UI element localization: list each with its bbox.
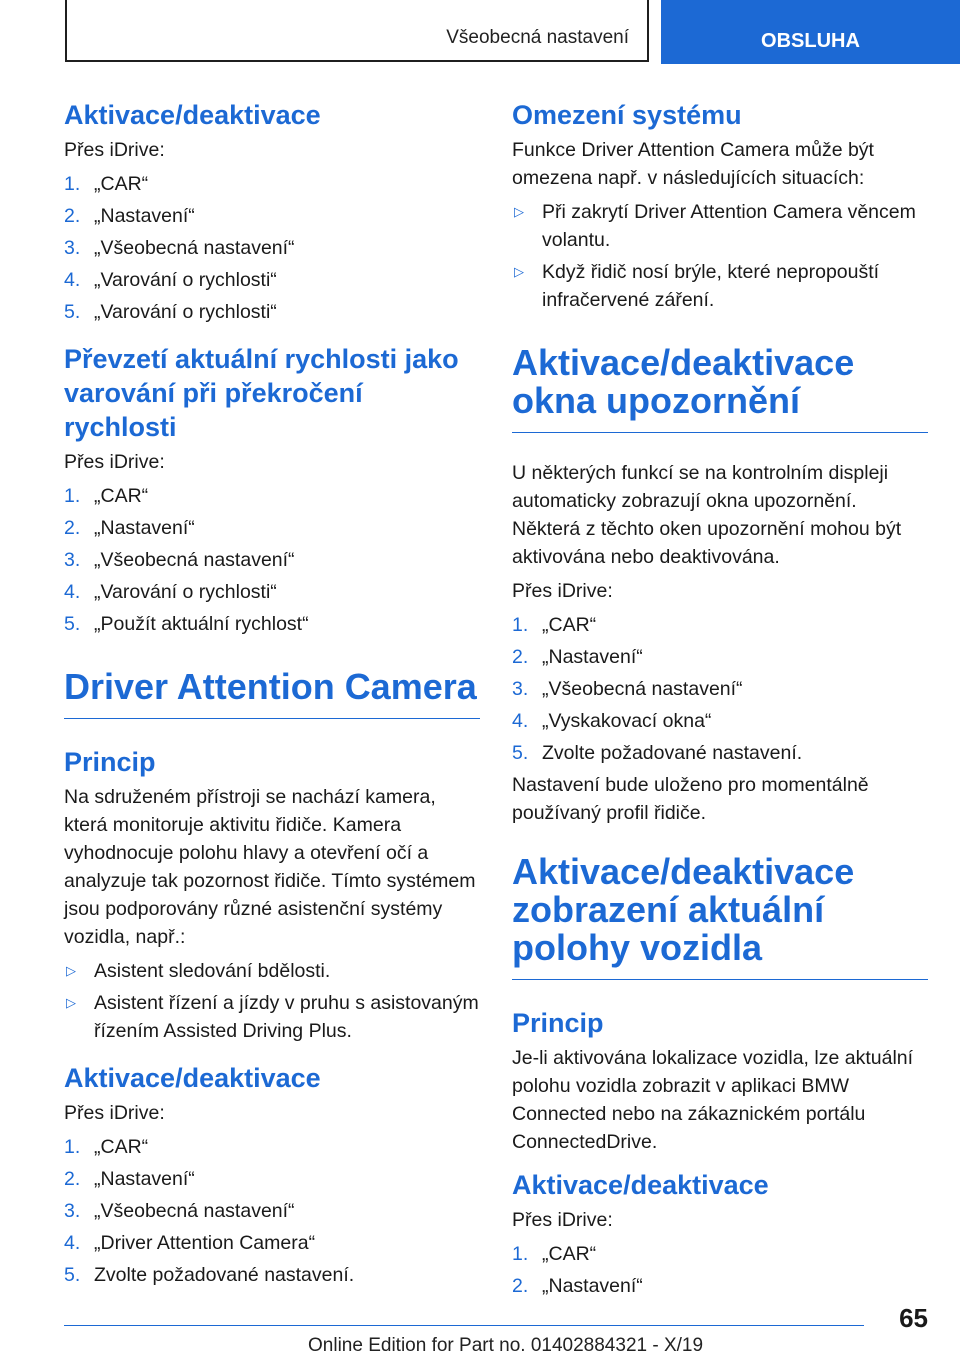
step-text: „Varování o rychlosti“ (94, 301, 277, 323)
bullet-item (64, 957, 480, 985)
bullet-list (64, 957, 480, 1045)
header-tab (661, 0, 960, 64)
steps-list (64, 482, 480, 638)
step-text: „CAR“ (94, 1136, 149, 1158)
step-number: 4. (64, 269, 81, 291)
right-column (512, 98, 928, 1304)
steps-list (64, 1133, 480, 1289)
bullet-item (512, 258, 928, 314)
step-text: „CAR“ (542, 1243, 597, 1265)
step-item (64, 298, 480, 326)
step-item (64, 1165, 480, 1193)
step-number: 4. (512, 710, 529, 732)
step-text: Zvolte požadované nastavení. (542, 742, 803, 764)
step-text: „Vyskakovací okna“ (542, 710, 712, 732)
step-item (64, 482, 480, 510)
step-text: „Použít aktuální rychlost“ (94, 613, 309, 635)
step-number: 2. (512, 646, 529, 668)
step-number: 2. (512, 1275, 529, 1297)
header-section-title: Všeobecná nastavení (446, 27, 629, 48)
left-column (64, 98, 480, 1293)
body-text: U některých funkcí se na kontrolním displeji automaticky zobrazují okna upozornění. Některá z těchto oken upozornění mohou být aktivována nebo deaktivována. (512, 462, 902, 568)
step-item (64, 610, 480, 638)
step-item (512, 1240, 928, 1268)
step-number: 2. (64, 517, 81, 539)
step-item (64, 1133, 480, 1161)
header-frame (65, 0, 649, 62)
body-text: Je-li aktivována lokalizace vozidla, lze aktuální polohu vozidla zobrazit v aplikaci BMW Connected nebo na zákaznickém portálu ConnectedDrive. (512, 1047, 914, 1153)
step-number: 5. (512, 742, 529, 764)
step-text: „Nastavení“ (94, 205, 195, 227)
step-text: „Nastavení“ (542, 646, 643, 668)
triangle-right-icon: ▷ (66, 963, 76, 978)
triangle-right-icon: ▷ (514, 264, 524, 279)
bullet-text: Asistent sledování bdělosti. (94, 960, 331, 982)
step-item (64, 202, 480, 230)
step-item (512, 675, 928, 703)
step-number: 2. (64, 1168, 81, 1190)
step-item (512, 707, 928, 735)
step-text: „Všeobecná nastavení“ (94, 1200, 295, 1222)
step-number: 3. (512, 678, 529, 700)
bullet-list (512, 198, 928, 314)
step-item (64, 234, 480, 262)
footer-divider (64, 1325, 864, 1326)
section-title: Aktivace/deaktivace (512, 1170, 769, 1200)
step-item (64, 578, 480, 606)
bullet-item (512, 198, 928, 254)
step-number: 5. (64, 1264, 81, 1286)
footer-edition: Online Edition for Part no. 01402884321 - X/19 (308, 1335, 704, 1356)
step-text: „Nastavení“ (542, 1275, 643, 1297)
step-number: 3. (64, 1200, 81, 1222)
section-title: Princip (64, 747, 156, 777)
step-text: „Všeobecná nastavení“ (542, 678, 743, 700)
step-text: „CAR“ (94, 173, 149, 195)
header-tab-label: OBSLUHA (761, 29, 860, 52)
step-item (64, 1229, 480, 1257)
steps-list (512, 611, 928, 767)
step-number: 1. (512, 1243, 529, 1265)
chapter-title: Driver Attention Camera (64, 668, 480, 719)
step-item (512, 1272, 928, 1300)
intro-text: Přes iDrive: (64, 139, 165, 161)
bullet-item (64, 989, 480, 1045)
chapter-title: Aktivace/deaktivace okna upozornění (512, 344, 928, 433)
step-text: „Nastavení“ (94, 1168, 195, 1190)
step-text: „Varování o rychlosti“ (94, 269, 277, 291)
step-number: 1. (512, 614, 529, 636)
step-text: „Varování o rychlosti“ (94, 581, 277, 603)
step-item (64, 546, 480, 574)
step-item (512, 643, 928, 671)
body-text: Na sdruženém přístroji se nachází kamera, která monitoruje aktivitu řidiče. Kamera vyhodnocuje polohu hlavy a otevření očí a analyzuje tak pozornost řidiče. Tímto systémem jsou podporovány různé asistenční systémy vozidla, např.: (64, 786, 476, 948)
step-number: 5. (64, 301, 81, 323)
step-text: „CAR“ (542, 614, 597, 636)
step-number: 4. (64, 1232, 81, 1254)
intro-text: Přes iDrive: (512, 1209, 613, 1231)
step-number: 1. (64, 485, 81, 507)
note-text: Nastavení bude uloženo pro momentálně používaný profil řidiče. (512, 774, 869, 824)
section-title: Aktivace/deaktivace (64, 1063, 321, 1093)
step-item (512, 611, 928, 639)
step-number: 1. (64, 173, 81, 195)
body-text: Funkce Driver Attention Camera může být omezena např. v následujících situacích: (512, 139, 874, 189)
step-text: „Driver Attention Camera“ (94, 1232, 316, 1254)
step-number: 3. (64, 549, 81, 571)
page-number: 65 (899, 1303, 928, 1333)
step-item (64, 1197, 480, 1225)
chapter-title: Aktivace/deaktivace zobrazení aktuální polohy vozidla (512, 853, 928, 980)
step-item (512, 739, 928, 767)
step-text: Zvolte požadované nastavení. (94, 1264, 355, 1286)
step-number: 5. (64, 613, 81, 635)
intro-text: Přes iDrive: (512, 580, 613, 602)
step-number: 2. (64, 205, 81, 227)
step-item (64, 266, 480, 294)
intro-text: Přes iDrive: (64, 451, 165, 473)
steps-list (64, 170, 480, 326)
intro-text: Přes iDrive: (64, 1102, 165, 1124)
step-item (64, 514, 480, 542)
step-text: „Všeobecná nastavení“ (94, 549, 295, 571)
section-title: Omezení systému (512, 100, 742, 130)
section-title: Převzetí aktuální rychlosti jako varování při překročení rychlosti (64, 344, 459, 442)
step-item (64, 1261, 480, 1289)
step-text: „CAR“ (94, 485, 149, 507)
step-number: 3. (64, 237, 81, 259)
section-title: Princip (512, 1008, 604, 1038)
step-text: „Nastavení“ (94, 517, 195, 539)
triangle-right-icon: ▷ (66, 995, 76, 1010)
steps-list (512, 1240, 928, 1300)
bullet-text: Při zakrytí Driver Attention Camera věncem volantu. (542, 201, 916, 251)
step-number: 1. (64, 1136, 81, 1158)
step-text: „Všeobecná nastavení“ (94, 237, 295, 259)
triangle-right-icon: ▷ (514, 204, 524, 219)
step-number: 4. (64, 581, 81, 603)
bullet-text: Asistent řízení a jízdy v pruhu s asistovaným řízením Assisted Driving Plus. (94, 992, 479, 1042)
step-item (64, 170, 480, 198)
section-title: Aktivace/deaktivace (64, 100, 321, 130)
bullet-text: Když řidič nosí brýle, které nepropouští infračervené záření. (542, 261, 880, 311)
